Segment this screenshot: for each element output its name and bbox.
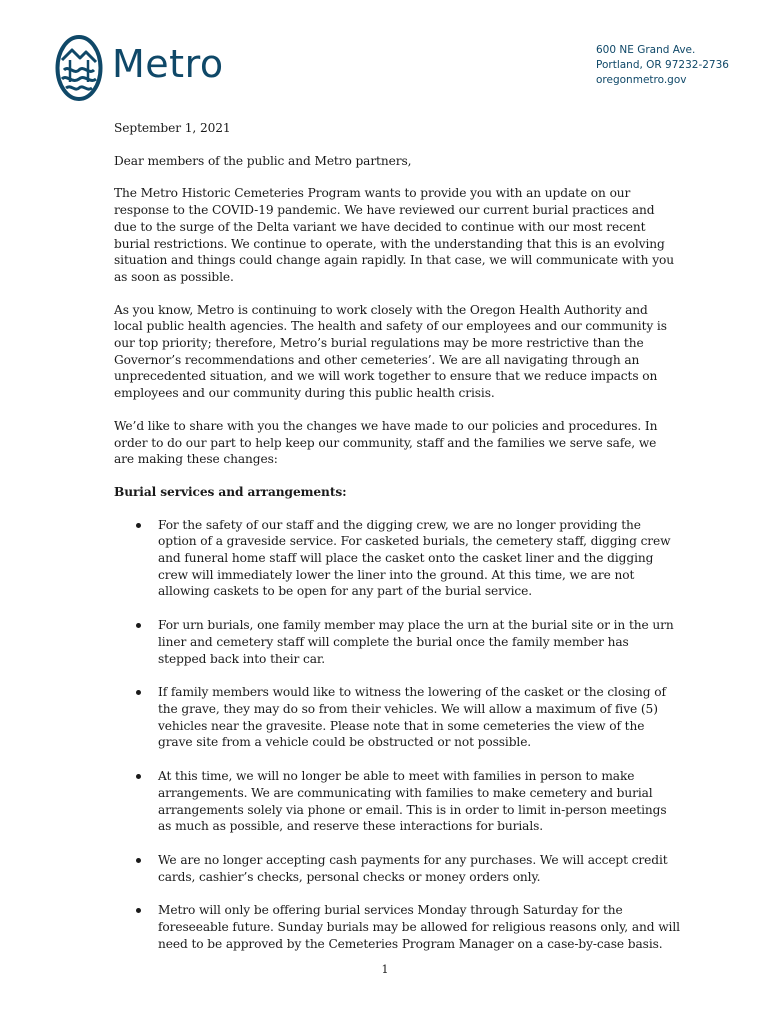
bullet-icon (136, 858, 141, 863)
bullet-icon (136, 623, 141, 628)
bullet-icon (136, 774, 141, 779)
paragraph: The Metro Historic Cemeteries Program wants to provide you with an update on our response to the COVID-19 pandemic. We have reviewed our current burial practices and due to the surge of the Delta variant we have decided to continue with our most recent burial restrictions. We continue to operate, with the understanding that this is an evolving situation and things could change again rapidly. In that case, we will communicate with you as soon as possible. (114, 186, 674, 284)
metro-logo (54, 34, 244, 102)
address-city: Portland, OR 97232-2736 (596, 59, 729, 71)
metro-logo-icon (54, 34, 104, 102)
list-item-text: If family members would like to witness the lowering of the casket or the closing of the grave, they may do so from their vehicles. We will allow a maximum of five (5) vehicles near the gravesite. Please note that in some cemeteries the view of the grave site from a vehicle could be obstructed or not possible. (158, 685, 666, 750)
letter-body (114, 120, 680, 969)
bullet-icon (136, 690, 141, 695)
list-item (114, 768, 680, 835)
page-number: 1 (381, 963, 389, 976)
list-item (114, 684, 680, 751)
list-item-text: At this time, we will no longer be able to meet with families in person to make arrangements. We are communicating with families to make cemetery and burial arrangements solely via phone or email. This is in order to limit in-person meetings as much as possible, and reserve these interactions for burials. (158, 769, 667, 834)
section-heading: Burial services and arrangements: (114, 484, 347, 499)
letter-date: September 1, 2021 (114, 121, 231, 135)
paragraph: We’d like to share with you the changes we have made to our policies and procedures. In order to do our part to help keep our community, staff and the families we serve safe, we are making these changes: (114, 418, 658, 467)
list-item-text: Metro will only be offering burial services Monday through Saturday for the foreseeable future. Sunday burials may be allowed for religious reasons only, and will need to be approved by the Cemeteries Program Manager on a case-by-case basis. (158, 903, 680, 951)
list-item-text: For urn burials, one family member may place the urn at the burial site or in the urn liner and cemetery staff will complete the burial once the family member has stepped back into their car. (158, 618, 674, 666)
list-item-text: We are no longer accepting cash payments for any purchases. We will accept credit cards, cashier’s checks, personal checks or money orders only. (158, 852, 668, 884)
brand-name: Metro (112, 42, 224, 86)
address-block (596, 43, 729, 88)
bullet-list (114, 517, 680, 953)
address-website: oregonmetro.gov (596, 74, 687, 86)
list-item (114, 852, 680, 885)
letter-salutation: Dear members of the public and Metro partners, (114, 153, 412, 168)
bullet-icon (136, 523, 141, 528)
list-item-text: For the safety of our staff and the digging crew, we are no longer providing the option of a graveside service. For casketed burials, the cemetery staff, digging crew and funeral home staff will place the casket onto the casket liner and the digging crew will immediately lower the liner into the ground. At this time, we are not allowing caskets to be open for any part of the burial service. (158, 517, 671, 599)
list-item (114, 517, 680, 601)
paragraph: As you know, Metro is continuing to work closely with the Oregon Health Authority and local public health agencies. The health and safety of our employees and our community is our top priority; therefore, Metro’s burial regulations may be more restrictive than the Governor’s recommendations and other cemeteries’. We are all navigating through an unprecedented situation, and we will work together to ensure that we reduce impacts on employees and our community during this public health crisis. (114, 302, 667, 401)
address-street: 600 NE Grand Ave. (596, 44, 696, 56)
list-item (114, 617, 680, 667)
list-item (114, 902, 680, 952)
bullet-icon (136, 908, 141, 913)
